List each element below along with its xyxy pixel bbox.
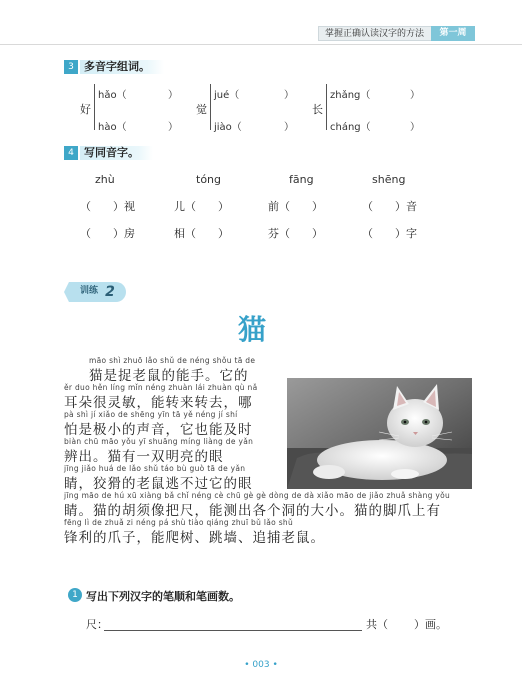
pinyin-option: cháng（ (330, 122, 371, 133)
pinyin-option: zhǎng（ (330, 90, 371, 101)
section-4-title: 写同音字。 (80, 146, 153, 160)
article-text-line: 辨出。猫有一双明亮的眼 (64, 449, 224, 465)
section-4-number: 4 (64, 146, 78, 160)
cat-photo (287, 378, 472, 489)
stroke-count-prefix: 共（ (366, 618, 388, 631)
homophone-blank: （ ）字 (362, 227, 417, 240)
blank-close: ） (168, 90, 178, 101)
homophone-blank: 芬（ ） (268, 227, 323, 240)
article-text-line: 睛，狡猾的老鼠逃不过它的眼 (64, 476, 253, 492)
homophone-blank: （ ）音 (362, 200, 417, 213)
question-text: 写出下列汉字的笔顺和笔画数。 (86, 590, 240, 603)
article-text-line: 猫是捉老鼠的能手。它的 (89, 368, 249, 384)
header-banner: 掌握正确认读汉字的方法 (318, 26, 471, 41)
pinyin-option: hào（ (98, 122, 127, 133)
pinyin-option: jué（ (214, 90, 240, 101)
blank-close: ） (168, 122, 178, 133)
pinyin-option: hǎo（ (98, 90, 127, 101)
homophone-pinyin: zhù (95, 173, 115, 186)
group-bracket (94, 84, 95, 130)
article-text-line: 睛。猫的胡须像把尺，能测出各个洞的大小。猫的脚爪上有 (64, 503, 441, 519)
blank-close: ） (284, 122, 294, 133)
article-text-line: 怕是极小的声音，它也能及时 (64, 422, 253, 438)
homophone-pinyin: fāng (289, 173, 314, 186)
polyphone-char: 好 (80, 103, 91, 116)
article-text-line: 耳朵很灵敏，能转来转去，哪 (64, 395, 253, 411)
homophone-pinyin: shēng (372, 173, 406, 186)
homophone-blank: （ ）视 (80, 200, 135, 213)
blank-close: ） (284, 90, 294, 101)
stroke-order-line[interactable] (104, 630, 362, 631)
article-title: 猫 (238, 313, 269, 346)
article-pinyin-line: fēng lì de zhuǎ zi néng pá shù tiào qiáng zhuī bǔ lǎo shǔ (64, 518, 294, 527)
blank-close: ） (410, 90, 420, 101)
group-bracket (326, 84, 327, 130)
training-label: 训练 (80, 286, 99, 296)
article-text-line: 锋利的爪子，能爬树、跳墙、追捕老鼠。 (64, 530, 325, 546)
header-week-badge: 第一周 (431, 26, 475, 41)
polyphone-char: 长 (312, 103, 323, 116)
stroke-count-suffix: ）画。 (414, 618, 447, 631)
section-3-title: 多音字组词。 (80, 60, 164, 74)
homophone-blank: （ ）房 (80, 227, 135, 240)
article-pinyin-line: jīng jiǎo huá de lǎo shǔ táo bù guò tā de yǎn (64, 464, 246, 473)
question-number: 1 (68, 588, 82, 602)
article-pinyin-line: jīng māo de hú xū xiàng bǎ chǐ néng cè chū gè gè dòng de dà xiǎo māo de jiǎo zhuǎ shàng yǒu (64, 491, 451, 500)
article-pinyin-line: biàn chū māo yǒu yī shuāng míng liàng de yǎn (64, 437, 254, 446)
page-number: • 003 • (244, 660, 278, 670)
article-pinyin-line: pà shì jí xiǎo de shēng yīn tā yě néng jí shí (64, 410, 238, 419)
header-divider (0, 44, 522, 45)
group-bracket (210, 84, 211, 130)
homophone-blank: 儿（ ） (174, 200, 229, 213)
polyphone-char: 觉 (196, 103, 207, 116)
article-pinyin-line: ěr duo hěn líng mǐn néng zhuàn lái zhuàn qù nǎ (64, 383, 258, 392)
homophone-blank: 前（ ） (268, 200, 323, 213)
training-number: 2 (105, 284, 115, 300)
homophone-blank: 相（ ） (174, 227, 229, 240)
pinyin-option: jiào（ (214, 122, 242, 133)
stroke-char-label: 尺： (86, 618, 108, 631)
homophone-pinyin: tóng (196, 173, 221, 186)
section-3-number: 3 (64, 60, 78, 74)
article-pinyin-line: māo shì zhuō lǎo shǔ de néng shǒu tā de (89, 356, 256, 365)
blank-close: ） (410, 122, 420, 133)
